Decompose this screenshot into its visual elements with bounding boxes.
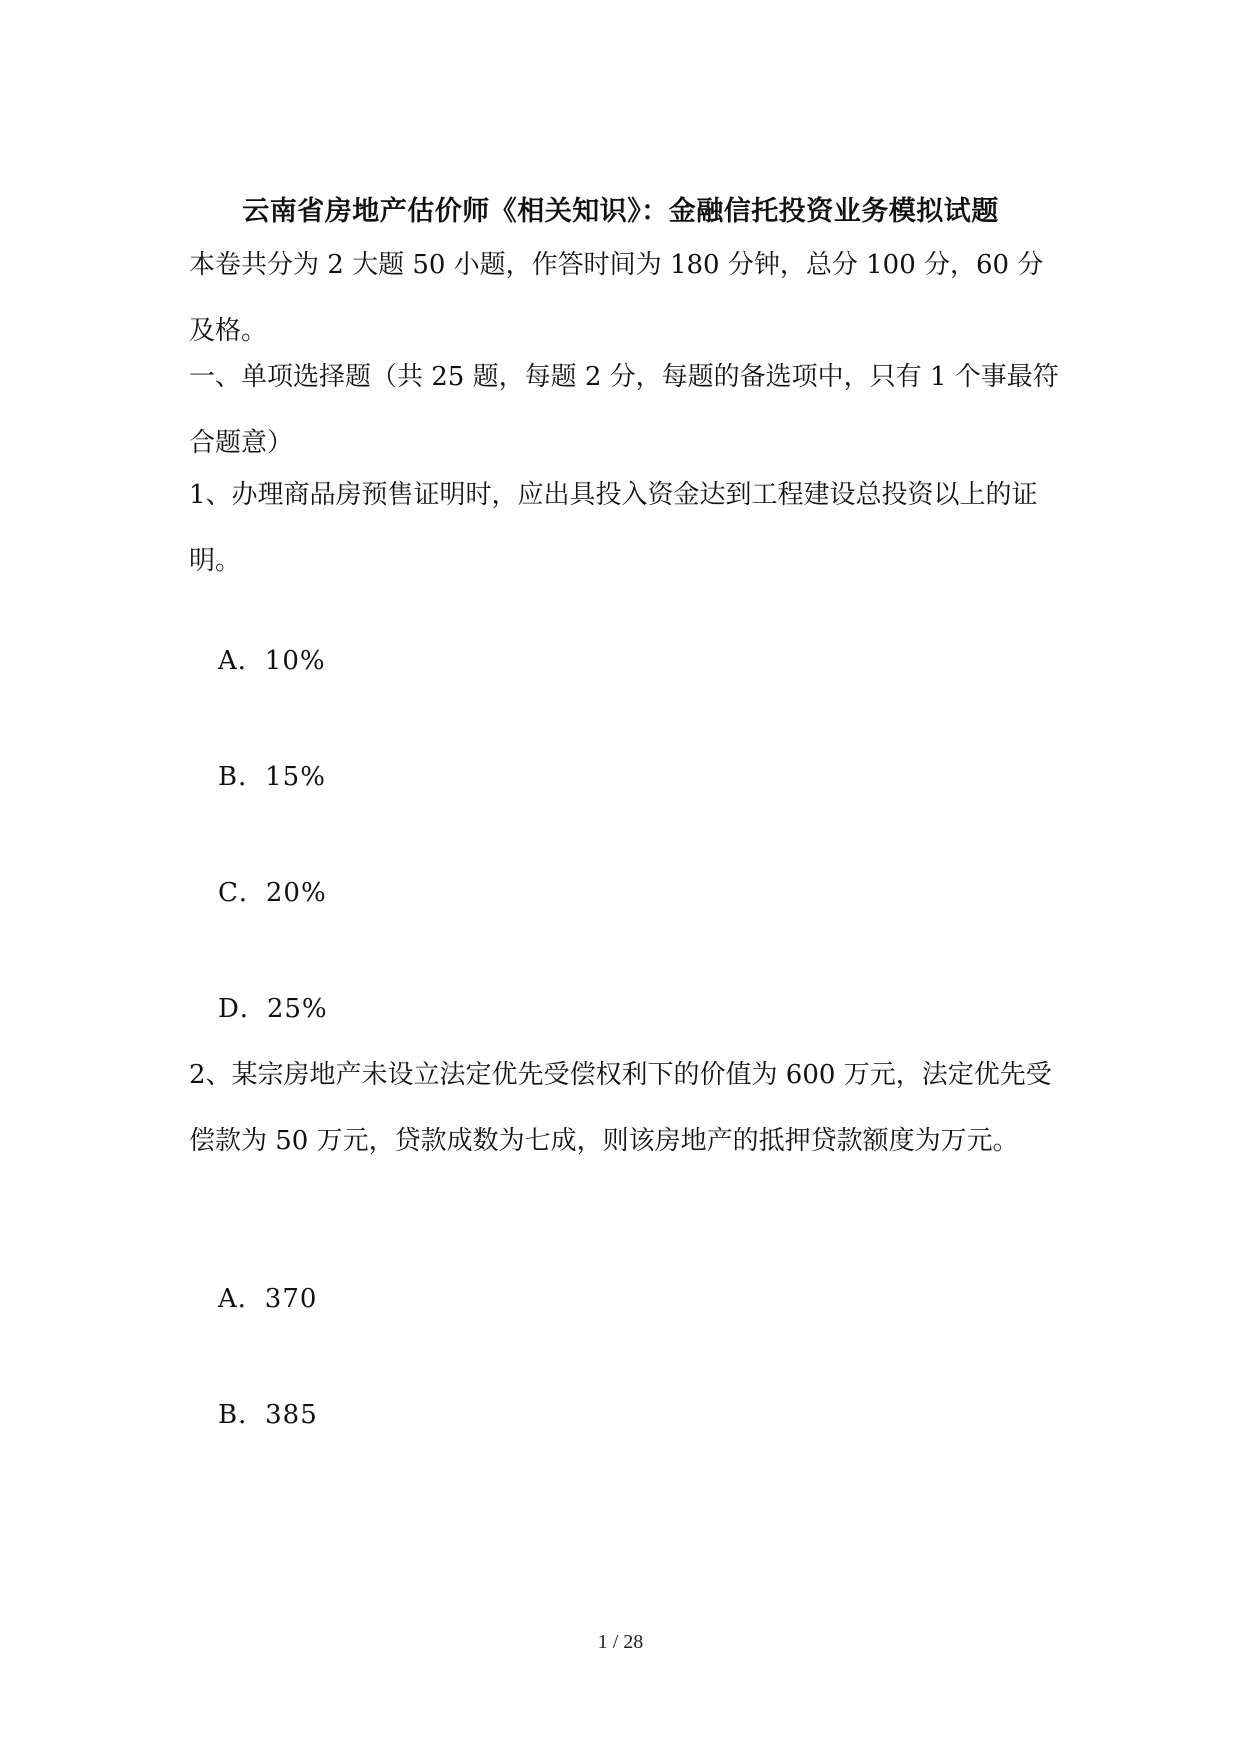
section-heading: 一、单项选择题（共 25 题，每题 2 分，每题的备选项中，只有 1 个事最符合题意） (189, 362, 1059, 458)
question-1-stem: 1、办理商品房预售证明时，应出具投入资金达到工程建设总投资以上的证明。 (189, 480, 1038, 576)
question-2-stem: 2、某宗房地产未设立法定优先受偿权利下的价值为 600 万元，法定优先受偿款为 50 万元，贷款成数为七成，则该房地产的抵押贷款额度为万元。 (189, 1060, 1052, 1156)
page-number: 1 / 28 (597, 1631, 644, 1653)
question-1-option-c: C．20% (218, 878, 327, 908)
exam-intro: 本卷共分为 2 大题 50 小题，作答时间为 180 分钟，总分 100 分，60 分及格。 (189, 250, 1044, 346)
question-2-option-b: B．385 (218, 1400, 318, 1430)
question-1-option-d: D．25% (218, 994, 328, 1024)
question-1-option-b: B．15% (218, 762, 326, 792)
question-1-option-a: A．10% (218, 646, 326, 676)
document-title: 云南省房地产估价师《相关知识》：金融信托投资业务模拟试题 (242, 196, 999, 227)
question-2-option-a: A．370 (218, 1284, 318, 1314)
